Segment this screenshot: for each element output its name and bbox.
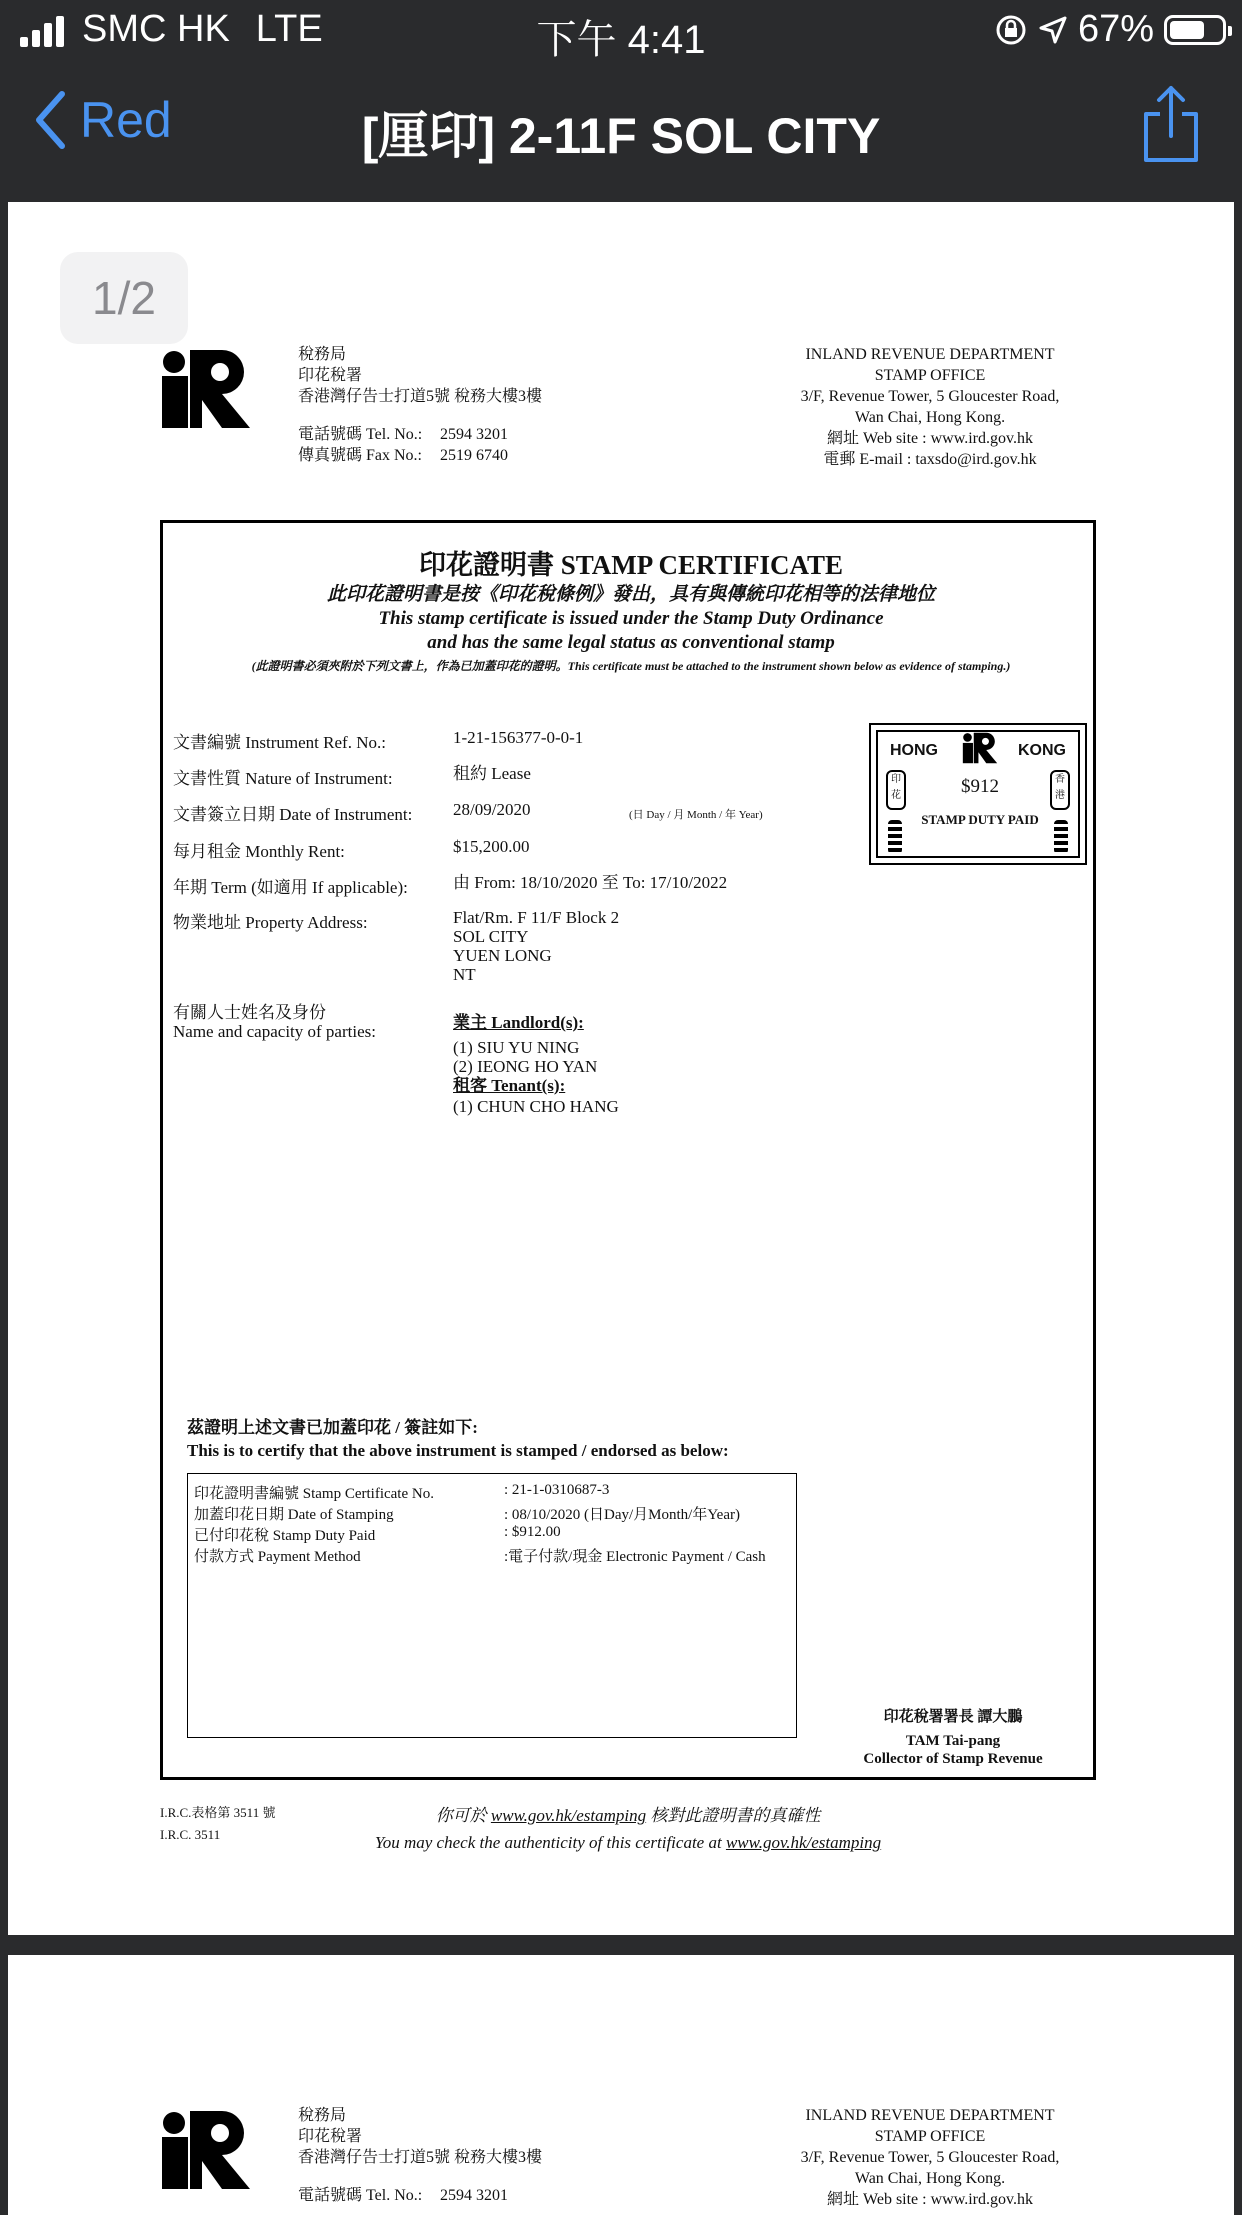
certification-statement — [187, 1416, 729, 1462]
letterhead-line: 3/F, Revenue Tower, 5 Gloucester Road, — [800, 388, 1060, 405]
landlord-name: (1) SIU YU NING — [453, 1038, 580, 1057]
certify-zh: 茲證明上述文書已加蓋印花 / 簽註如下: — [187, 1418, 478, 1437]
letterhead-en — [780, 344, 1080, 470]
subtitle-en-1: This stamp certificate is issued under the Stamp Duty Ordinance — [378, 608, 884, 629]
address-label: 物業地址 Property Address: — [173, 913, 368, 932]
landlord-label: 業主 Landlord(s): — [453, 1013, 584, 1032]
seal-tag-right: 香港 — [1050, 770, 1070, 810]
tel-label: 電話號碼 Tel. No.: — [298, 2187, 423, 2204]
tel-label: 電話號碼 Tel. No.: — [298, 426, 423, 443]
letterhead-line: 香港灣仔告士打道5號 稅務大樓3樓 — [298, 388, 543, 405]
letterhead-line: 印花稅署 — [298, 2128, 363, 2145]
letterhead-line: Wan Chai, Hong Kong. — [854, 2170, 1006, 2187]
stamp-duty-seal — [869, 723, 1087, 865]
battery-nub — [1228, 26, 1232, 36]
carrier-name: SMC HK — [82, 8, 230, 50]
seal-tag-left: 印花 — [886, 770, 906, 810]
letterhead-line: STAMP OFFICE — [874, 2128, 986, 2145]
signatory-title: Collector of Stamp Revenue — [863, 1751, 1043, 1767]
tel-value: 2594 3201 — [440, 426, 508, 443]
document-page-1 — [8, 202, 1234, 1935]
letterhead-line: 3/F, Revenue Tower, 5 Gloucester Road, — [800, 2149, 1060, 2166]
letterhead-line: 稅務局 — [298, 2107, 347, 2124]
letterhead-contact — [298, 424, 508, 466]
clock: 下午 4:41 — [536, 18, 706, 62]
rotation-lock-icon — [994, 13, 1028, 47]
parties-value — [453, 1013, 619, 1116]
letterhead-line: 印花稅署 — [298, 367, 363, 384]
letterhead-line: 香港灣仔告士打道5號 稅務大樓3樓 — [298, 2149, 543, 2166]
stamping-details-box — [187, 1473, 797, 1738]
address-line: Flat/Rm. F 11/F Block 2 — [453, 908, 620, 927]
letterhead-en — [780, 2105, 1080, 2210]
letterhead-line: Wan Chai, Hong Kong. — [854, 409, 1006, 426]
letterhead-line: 稅務局 — [298, 346, 347, 363]
stamping-value: : $912.00 — [504, 1524, 561, 1540]
back-label: Red — [80, 92, 172, 148]
address-line: NT — [453, 965, 476, 984]
signatory-zh: 印花稅署署長 譚大鵬 — [883, 1709, 1023, 1725]
date-format-hint: (日 Day / 月 Month / 年 Year) — [629, 809, 763, 821]
status-bar — [0, 0, 1242, 60]
term-value: 由 From: 18/10/2020 至 To: 17/10/2022 — [453, 873, 728, 892]
location-icon — [1038, 15, 1068, 45]
subtitle-en-2: and has the same legal status as conventional stamp — [427, 632, 835, 653]
seal-ornament-right — [1054, 820, 1068, 854]
certificate-title: 印花證明書 STAMP CERTIFICATE — [418, 550, 844, 580]
stamping-label: 已付印花稅 Stamp Duty Paid — [194, 1528, 376, 1544]
battery-fill — [1170, 21, 1204, 39]
date-value: 28/09/2020 — [453, 800, 531, 819]
signatory-name: TAM Tai-pang — [905, 1733, 1001, 1749]
letterhead-line: 網址 Web site : www.ird.gov.hk — [827, 430, 1033, 447]
form-number-en: I.R.C. 3511 — [160, 1827, 221, 1842]
document-title: [厘印] 2-11F SOL CITY — [361, 108, 881, 164]
navigation-bar — [0, 60, 1242, 190]
ref-label: 文書編號 Instrument Ref. No.: — [173, 733, 386, 752]
ird-logo-icon — [160, 348, 252, 430]
stamping-label: 加蓋印花日期 Date of Stamping — [194, 1507, 394, 1523]
tel-value: 2594 3201 — [440, 2187, 508, 2204]
page-indicator: 1/2 — [60, 252, 188, 344]
battery-percent: 67% — [1077, 8, 1154, 50]
address-value — [453, 908, 619, 984]
fax-value: 2519 6740 — [440, 447, 508, 464]
battery-icon — [1164, 15, 1226, 45]
nature-value: 租約 Lease — [453, 764, 531, 783]
seal-hong: HONG — [890, 742, 938, 759]
nature-label: 文書性質 Nature of Instrument: — [173, 769, 393, 788]
seal-amount: $912 — [961, 776, 999, 797]
letterhead-line: 網址 Web site : www.ird.gov.hk — [827, 2191, 1033, 2208]
fax-label: 傳真號碼 Fax No.: — [298, 447, 423, 464]
estamping-link-zh[interactable]: www.gov.hk/estamping — [490, 1806, 647, 1825]
certificate-subtitle — [163, 583, 1099, 655]
subtitle-zh: 此印花證明書是按《印花稅條例》發出，具有與傳統印花相等的法律地位 — [326, 584, 935, 605]
address-line: YUEN LONG — [453, 946, 552, 965]
stamping-value: : 21-1-0310687-3 — [504, 1482, 610, 1498]
status-right — [994, 8, 1226, 51]
parties-label-zh: 有關人士姓名及身份 — [173, 1003, 326, 1022]
tenant-label: 租客 Tenant(s): — [453, 1076, 566, 1095]
authenticity-note — [160, 1802, 1096, 1856]
certificate-note: (此證明書必須夾附於下列文書上，作為已加蓋印花的證明。This certificate must be attached to the instrument shown below as evidence of stamping.) — [251, 659, 1011, 673]
tenant-name: (1) CHUN CHO HANG — [453, 1097, 619, 1116]
letterhead-line: STAMP OFFICE — [874, 367, 986, 384]
ref-value: 1-21-156377-0-0-1 — [453, 728, 584, 747]
document-page-2 — [8, 1955, 1234, 2215]
certificate-box — [160, 520, 1096, 1780]
check-zh-pre: 你可於 — [435, 1806, 491, 1825]
address-line: SOL CITY — [453, 927, 529, 946]
stamping-label: 印花證明書編號 Stamp Certificate No. — [194, 1486, 434, 1502]
check-zh-post: 核對此證明書的真確性 — [646, 1806, 821, 1825]
letterhead-zh — [298, 344, 542, 407]
date-label: 文書簽立日期 Date of Instrument: — [173, 805, 413, 824]
share-button[interactable] — [1140, 84, 1202, 169]
estamping-link-en[interactable]: www.gov.hk/estamping — [725, 1833, 882, 1852]
stamping-value: : 08/10/2020 (日Day/月Month/年Year) — [504, 1507, 740, 1523]
landlord-name: (2) IEONG HO YAN — [453, 1057, 598, 1076]
seal-ornament-left — [888, 820, 902, 854]
parties-label-en: Name and capacity of parties: — [173, 1022, 376, 1041]
letterhead-line: INLAND REVENUE DEPARTMENT — [805, 2107, 1055, 2124]
letterhead-contact — [298, 2185, 508, 2206]
seal-ir-logo-icon — [960, 732, 1000, 764]
seal-inner-frame — [876, 730, 1080, 858]
rent-value: $15,200.00 — [453, 837, 530, 856]
rent-label: 每月租金 Monthly Rent: — [173, 842, 345, 861]
seal-kong: KONG — [1018, 742, 1066, 759]
seal-paid-text: STAMP DUTY PAID — [921, 812, 1039, 827]
certify-en: This is to certify that the above instrument is stamped / endorsed as below: — [187, 1441, 729, 1460]
form-number-zh: I.R.C.表格第 3511 號 — [160, 1805, 276, 1820]
check-en-pre: You may check the authenticity of this certificate at — [374, 1833, 726, 1852]
stamping-value: :電子付款/現金 Electronic Payment / Cash — [504, 1549, 766, 1565]
stamping-label: 付款方式 Payment Method — [194, 1549, 361, 1565]
letterhead-line: INLAND REVENUE DEPARTMENT — [805, 346, 1055, 363]
network-type: LTE — [255, 8, 323, 50]
ird-logo-icon — [160, 2109, 252, 2191]
letterhead-zh — [298, 2105, 542, 2168]
letterhead-line: 電郵 E-mail : taxsdo@ird.gov.hk — [823, 451, 1037, 468]
parties-label — [173, 1003, 376, 1041]
term-label: 年期 Term (如適用 If applicable): — [173, 878, 408, 897]
share-icon — [1140, 84, 1202, 164]
signatory — [823, 1708, 1083, 1768]
